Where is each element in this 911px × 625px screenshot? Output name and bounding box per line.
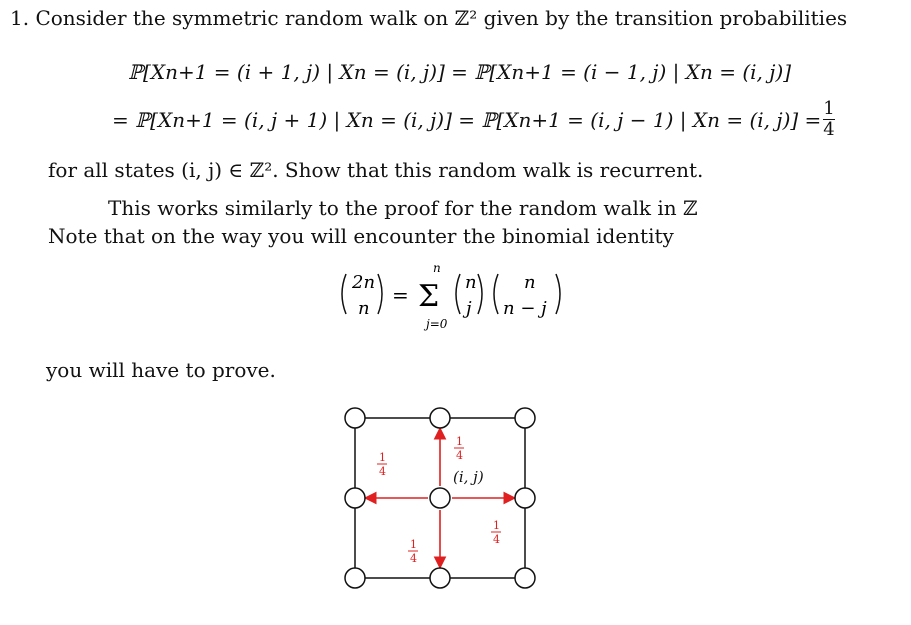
svg-text:4: 4 bbox=[410, 552, 417, 565]
prob-label-right bbox=[491, 519, 501, 546]
node-center bbox=[430, 488, 450, 508]
equation-line-2 bbox=[112, 100, 837, 139]
svg-text:4: 4 bbox=[379, 465, 386, 478]
fraction-denominator: 4 bbox=[823, 119, 835, 140]
binomial-identity bbox=[338, 262, 628, 342]
hint-line-1: This works similarly to the proof for the random walk in ℤ bbox=[108, 196, 698, 220]
binomial-identity-svg bbox=[338, 262, 628, 342]
prob-label-up bbox=[454, 435, 464, 462]
svg-text:n: n bbox=[433, 262, 441, 275]
svg-text:j: j bbox=[466, 298, 472, 319]
prob-label-down bbox=[408, 538, 418, 565]
node bbox=[430, 408, 450, 428]
node bbox=[515, 488, 535, 508]
svg-text:1: 1 bbox=[379, 451, 386, 464]
lattice-diagram bbox=[335, 398, 555, 608]
prove-text: you will have to prove. bbox=[46, 358, 276, 382]
svg-text:4: 4 bbox=[493, 533, 500, 546]
hint-line-2: Note that on the way you will encounter the binomial identity bbox=[48, 224, 674, 248]
node bbox=[515, 408, 535, 428]
equation-line-2-text: = ℙ[Xn+1 = (i, j + 1) | Xn = (i, j)] = ℙ[Xn+1 = (i, j − 1) | Xn = (i, j)] = bbox=[112, 107, 822, 132]
svg-text:2n: 2n bbox=[352, 272, 376, 293]
center-node-label: (i, j) bbox=[453, 468, 484, 486]
svg-text:Σ: Σ bbox=[418, 279, 440, 314]
svg-text:n: n bbox=[358, 298, 370, 319]
equation-line-1: ℙ[Xn+1 = (i + 1, j) | Xn = (i, j)] = ℙ[Xn+1 = (i − 1, j) | Xn = (i, j)] bbox=[128, 60, 792, 84]
prob-label-left bbox=[377, 451, 387, 478]
svg-text:j=0: j=0 bbox=[426, 317, 448, 331]
problem-number: 1. bbox=[10, 6, 30, 30]
problem-intro-text: Consider the symmetric random walk on ℤ² given by the transition probabilities bbox=[35, 6, 848, 30]
node bbox=[430, 568, 450, 588]
node bbox=[345, 488, 365, 508]
svg-text:1: 1 bbox=[410, 538, 417, 551]
svg-text:1: 1 bbox=[493, 519, 500, 532]
svg-text:n: n bbox=[524, 272, 536, 293]
problem-intro bbox=[10, 6, 847, 30]
lattice-svg bbox=[335, 398, 555, 608]
node bbox=[345, 408, 365, 428]
equation-fraction bbox=[823, 100, 834, 139]
svg-text:=: = bbox=[392, 283, 409, 307]
svg-text:n − j: n − j bbox=[503, 298, 547, 319]
fraction-numerator: 1 bbox=[823, 98, 835, 119]
for-all-states: for all states (i, j) ∈ ℤ². Show that this random walk is recurrent. bbox=[48, 158, 704, 182]
svg-text:n: n bbox=[465, 272, 477, 293]
svg-text:1: 1 bbox=[456, 435, 463, 448]
node bbox=[345, 568, 365, 588]
node bbox=[515, 568, 535, 588]
svg-text:4: 4 bbox=[456, 449, 463, 462]
